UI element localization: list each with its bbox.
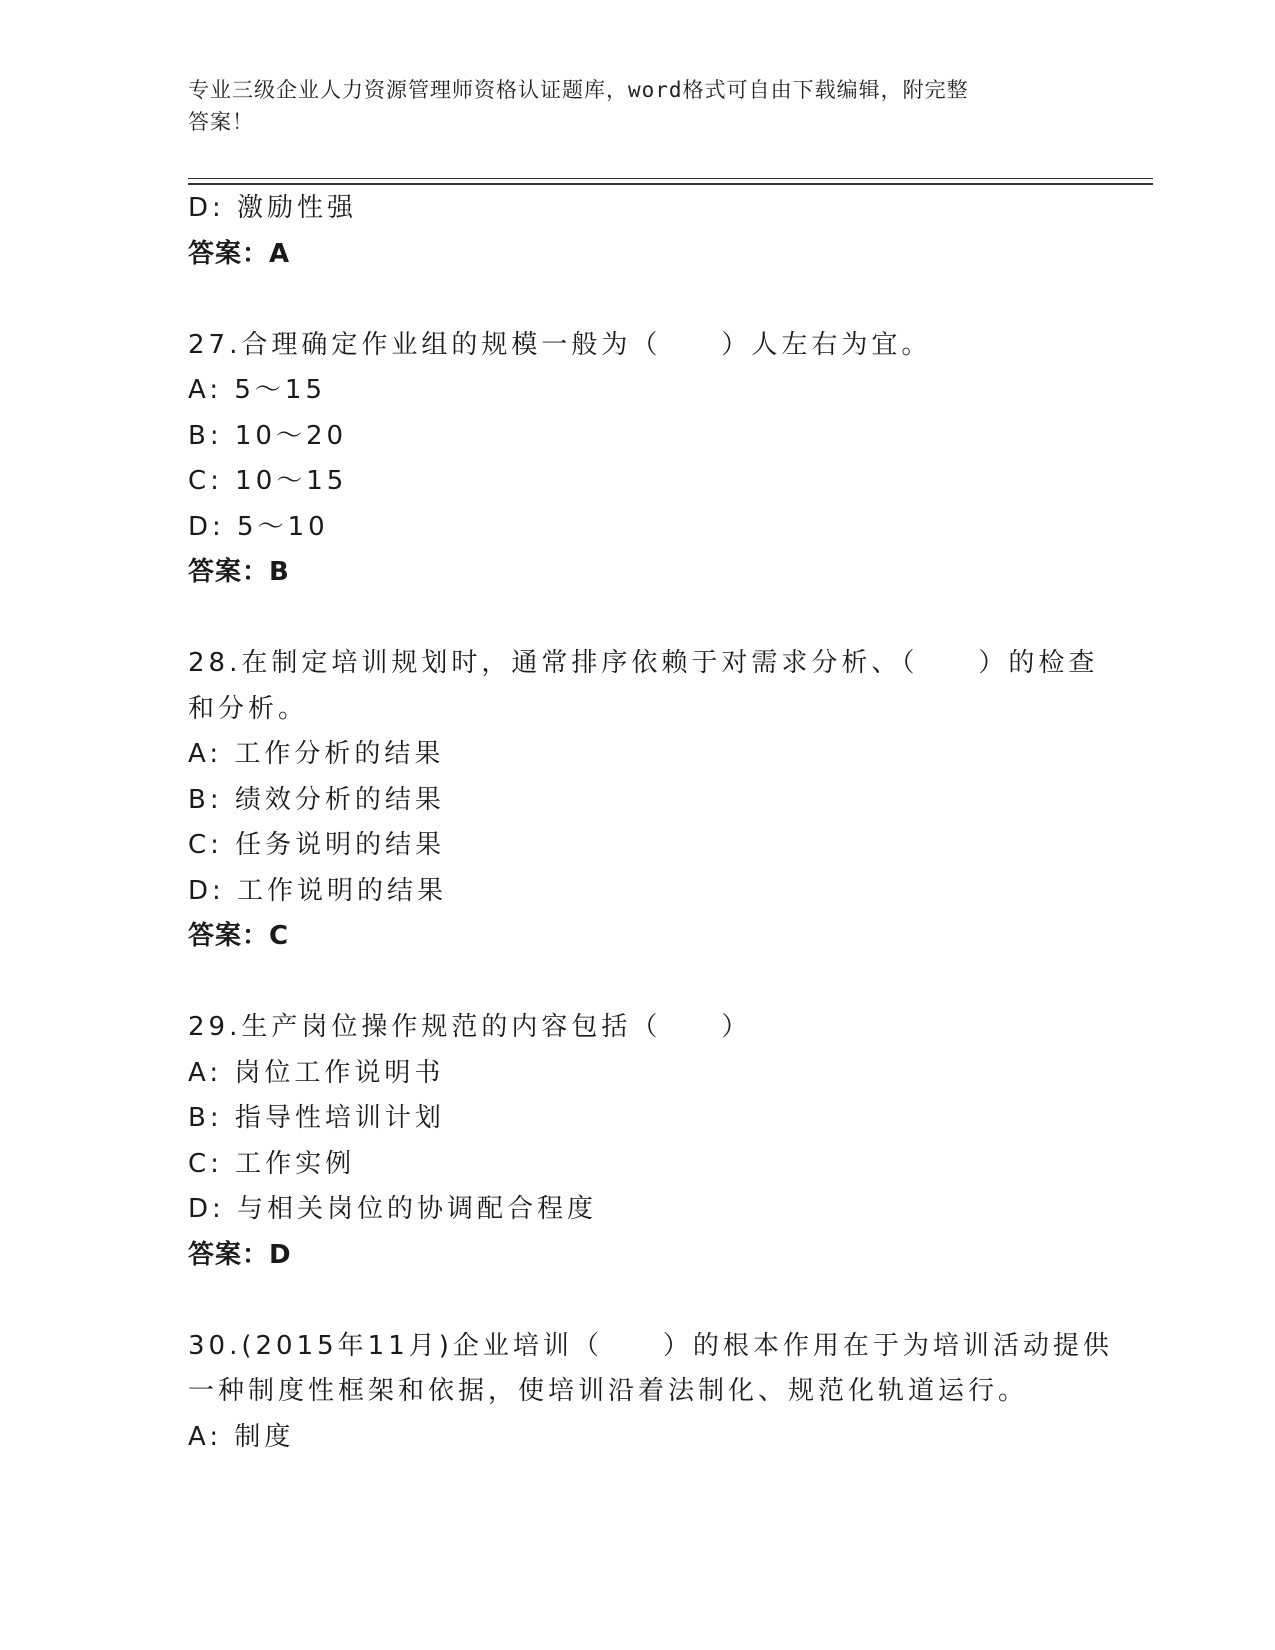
option-b: B: 绩效分析的结果 <box>188 784 445 815</box>
question-stem-continued: 一种制度性框架和依据，使培训沿着法制化、规范化轨道运行。 <box>188 1376 1029 1406</box>
question-block-29 <box>188 1005 1108 1278</box>
question-block-prev <box>188 186 1108 277</box>
answer-line: 答案：B <box>188 557 290 587</box>
header-line-2: 答案！ <box>188 110 254 134</box>
spacer <box>188 596 1108 642</box>
option-a: A: 5～15 <box>188 375 326 405</box>
header-divider-thick <box>188 183 1153 185</box>
question-block-27 <box>188 323 1108 596</box>
option-d: D: 激励性强 <box>188 193 358 223</box>
spacer <box>188 1278 1108 1324</box>
option-a: A: 工作分析的结果 <box>188 739 445 769</box>
option-d: D: 5～10 <box>188 511 329 542</box>
option-d: D: 工作说明的结果 <box>188 875 448 906</box>
answer-line: 答案：D <box>188 1239 292 1270</box>
header-line-1: 专业三级企业人力资源管理师资格认证题库，word格式可自由下载编辑，附完整 <box>188 78 969 102</box>
option-a: A: 制度 <box>188 1421 295 1452</box>
question-stem: 27.合理确定作业组的规模一般为（ ）人左右为宜。 <box>188 329 932 360</box>
option-b: B: 指导性培训计划 <box>188 1103 445 1133</box>
answer-line: 答案：A <box>188 238 291 269</box>
question-stem: 28.在制定培训规划时，通常排序依赖于对需求分析、（ ）的检查 <box>188 648 1099 678</box>
option-b: B: 10～20 <box>188 420 348 451</box>
page-header <box>188 74 1068 138</box>
answer-line: 答案：C <box>188 921 290 951</box>
question-block-30 <box>188 1324 1113 1461</box>
spacer <box>188 960 1108 1006</box>
question-block-28 <box>188 641 1108 960</box>
question-list <box>188 186 1113 1460</box>
option-a: A: 岗位工作说明书 <box>188 1057 445 1088</box>
question-stem-continued: 和分析。 <box>188 693 309 724</box>
option-c: C: 任务说明的结果 <box>188 830 446 860</box>
option-c: C: 工作实例 <box>188 1148 356 1179</box>
header-divider-thin <box>188 178 1153 179</box>
question-stem: 30.(2015年11月)企业培训（ ）的根本作用在于为培训活动提供 <box>188 1330 1113 1361</box>
question-stem: 29.生产岗位操作规范的内容包括（ ） <box>188 1012 752 1042</box>
spacer <box>188 277 1108 323</box>
option-d: D: 与相关岗位的协调配合程度 <box>188 1194 598 1224</box>
option-c: C: 10～15 <box>188 466 348 496</box>
